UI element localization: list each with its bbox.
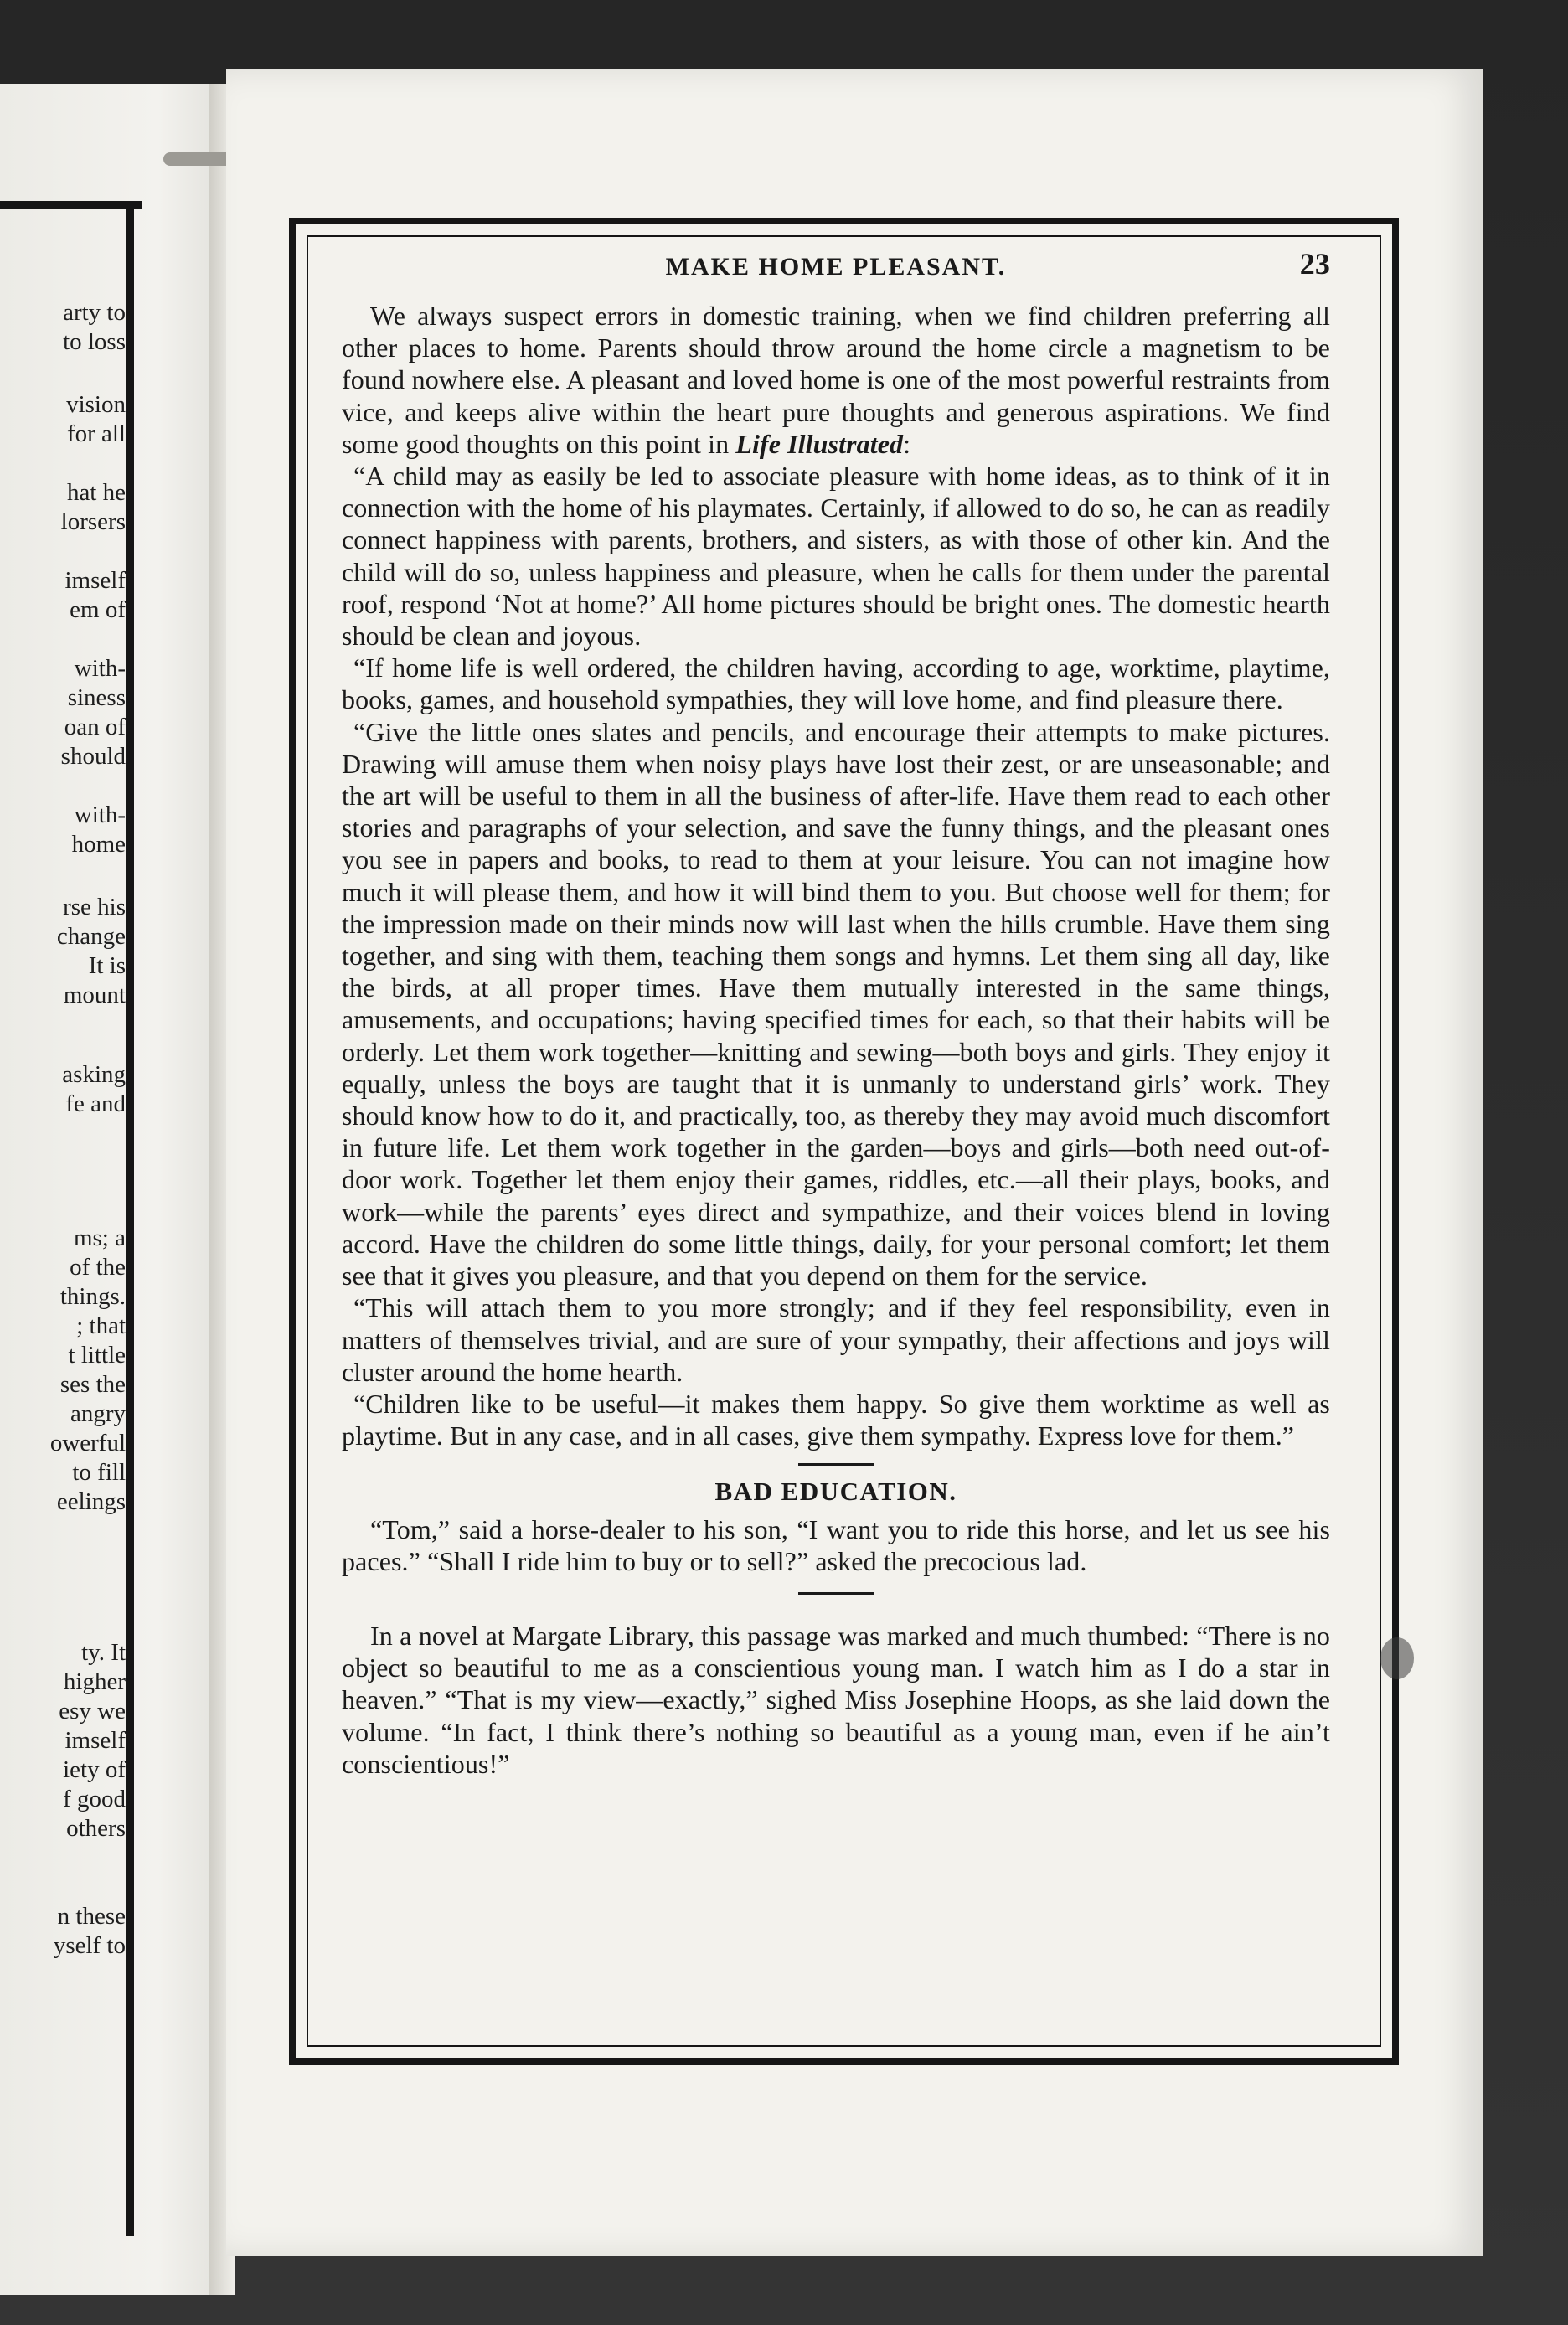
previous-page-line: oan of <box>64 714 126 740</box>
previous-page-line: mount <box>63 982 126 1008</box>
intro-colon: : <box>903 428 911 459</box>
previous-page-line: esy we <box>59 1698 126 1724</box>
previous-page-line: iety of <box>63 1756 126 1783</box>
ink-smudge <box>1380 1637 1414 1679</box>
quote-paragraph: “If home life is well ordered, the children having, according to age, worktime, playtime, books, games, and household sympathies, they will love home, and find pleasure there. <box>342 652 1330 715</box>
previous-page-line: home <box>71 831 126 858</box>
page-number: 23 <box>1299 247 1330 281</box>
previous-page-line: imself <box>64 1727 126 1754</box>
previous-page-line: em of <box>70 596 126 623</box>
previous-page-line: imself <box>64 567 126 594</box>
previous-page-line: ms; a <box>73 1224 126 1251</box>
previous-page-line: It is <box>88 952 126 979</box>
previous-page-line: lorsers <box>60 508 126 535</box>
previous-page-line: angry <box>70 1400 126 1427</box>
previous-page-line: n these <box>57 1903 126 1930</box>
previous-page-line: ; that <box>76 1312 126 1339</box>
source-title: Life Illustrated <box>735 428 904 459</box>
intro-text: We always suspect errors in domestic training, when we find children preferring all other places to home. Parents should throw around the home circle a magnetism to be found nowhere else. A pleasant and loved home is one of the most powerful restraints from vice, and keeps alive within the heart pure thoughts and generous aspirations. We find some good thoughts on this point in <box>342 301 1330 459</box>
previous-page-line: eelings <box>56 1488 126 1515</box>
previous-page-line: with- <box>74 655 126 682</box>
quote-paragraph: “A child may as easily be led to associate pleasure with home ideas, as to think of it in connection with the home of his playmates. Certainly, if allowed to do so, he can as readily connect happiness with parents, brothers, and sisters, as with those of other kin. And the child will do so, unless happiness and pleasure, when he calls for them under the parental roof, respond ‘Not at home?’ All home pictures should be bright ones. The domestic hearth should be clean and joyous. <box>342 461 1330 652</box>
previous-page-line: yself to <box>53 1932 126 1959</box>
previous-page-line: things. <box>59 1283 126 1310</box>
previous-page-line: siness <box>67 684 126 711</box>
previous-page-line: of the <box>70 1254 126 1281</box>
section-title: BAD EDUCATION. <box>714 1477 957 1507</box>
previous-page-line: f good <box>63 1786 126 1812</box>
previous-page-line: owerful <box>49 1430 126 1456</box>
previous-page-line: change <box>56 923 126 950</box>
previous-page-line: ty. It <box>81 1639 126 1666</box>
previous-page-line: rse his <box>63 894 126 920</box>
previous-page-line: asking <box>62 1061 126 1088</box>
quote-paragraph: “Give the little ones slates and pencils, and encourage their attempts to make pictures. Drawing will amuse them when noisy plays have lost their zest, or are unseasonable; and the art will be useful to them in all the business of after-life. Have them read to each other stories and paragraphs of your selection, and save the funny things, and the pleasant ones you see in papers and books, to read to them at your leisure. You can not imagine how much it will please them, and how it will bind them to you. But choose well for them; for the impression made on their minds now will last when the hills crumble. Have them sing together, and sing with them, teaching them songs and hymns. Let them sing all day, like the birds, at all proper times. Have them mutually interested in the same things, amusements, and occupations; having specified times for each, so that their habits will be orderly. Let them work together—knitting and sewing—both boys and girls. They enjoy it equally, unless the boys are taught that it is unmanly to understand girls’ work. They should know how to do it, and practically, too, as thereby they may avoid much discomfort in future life. Let them work together in the garden—boys and girls—both need out-of-door work. Together let them enjoy their games, riddles, etc.—all their plays, books, and work—while the parents’ eyes direct and sympathize, and their voices blend in loving accord. Have the children do some little things, daily, for your personal comfort; let them see that it gives you pleasure, and that you depend on them for the service. <box>342 716 1330 1291</box>
previous-page-line: higher <box>63 1668 126 1695</box>
previous-page-border-right <box>126 201 134 2236</box>
quote-paragraph: “This will attach them to you more strongly; and if they feel responsibility, even in matters of themselves trivial, and are sure of your sympathy, their affections and joys will cluster around the home hearth. <box>342 1292 1330 1387</box>
previous-page-line: should <box>60 743 126 770</box>
section-divider <box>798 1463 874 1466</box>
page-content <box>342 247 1330 1780</box>
previous-page-line: others <box>66 1815 126 1842</box>
quote-paragraph: “Children like to be useful—it makes them happy. So give them worktime as well as playtime. But in any case, and in all cases, give them sympathy. Express love for them.” <box>342 1388 1330 1451</box>
previous-page <box>0 84 226 2295</box>
previous-page-line: t little <box>68 1342 126 1369</box>
section-divider <box>798 1592 874 1595</box>
previous-page-border-top <box>0 201 142 209</box>
running-head <box>342 247 1330 300</box>
previous-page-line: to fill <box>72 1459 126 1486</box>
previous-page-line: vision <box>66 391 126 418</box>
previous-page-line: to loss <box>63 328 126 355</box>
running-title: MAKE HOME PLEASANT. <box>665 253 1007 281</box>
previous-page-line: for all <box>66 420 126 447</box>
intro-paragraph <box>342 300 1330 460</box>
previous-page-line: fe and <box>65 1090 126 1117</box>
previous-page-line: hat he <box>66 479 126 506</box>
anecdote-paragraph: “Tom,” said a horse-dealer to his son, “I want you to ride this horse, and let us see his paces.” “Shall I ride him to buy or to sell?” asked the precocious lad. <box>342 1513 1330 1576</box>
previous-page-line: with- <box>74 802 126 828</box>
previous-page-line: arty to <box>63 299 126 326</box>
previous-page-line: ses the <box>59 1371 126 1398</box>
closing-paragraph: In a novel at Margate Library, this passage was marked and much thumbed: “There is no object so beautiful to me as a conscientious young man. I watch him as I do a star in heaven.” “That is my view—exactly,” sighed Miss Josephine Hoops, as she laid down the volume. “In fact, I think there’s nothing so beautiful as a young man, even if he ain’t conscientious!” <box>342 1620 1330 1779</box>
